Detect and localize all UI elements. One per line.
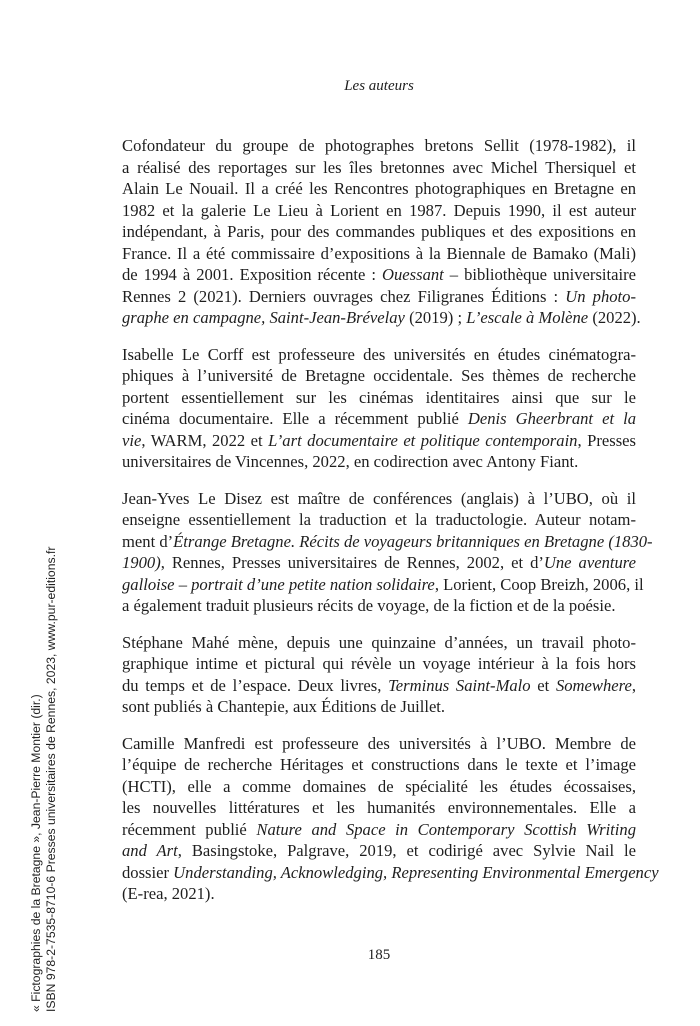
text-line: [122, 653, 636, 675]
side-copyright-notice: [29, 452, 61, 1012]
text-line: [122, 696, 636, 718]
text-line: [122, 307, 641, 329]
biography-paragraph: [122, 733, 659, 905]
text-run: universitaires de Vincennes, 2022, en codirection avec Antony Fiant.: [122, 452, 579, 471]
text-line: [122, 200, 636, 222]
text-line: [122, 862, 659, 884]
text-run: Stéphane Mahé mène, depuis une quinzaine d’années, un travail photo-: [122, 632, 636, 652]
side-notice-isbn: ISBN 978-2-7535-8710-6 Presses universitaires de Rennes, 2023, www.pur-editions.fr: [43, 546, 58, 1012]
italic-title: graphe en campagne, Saint-Jean-Brévelay: [122, 308, 405, 327]
biography-paragraph: [122, 135, 641, 329]
text-line: [122, 797, 636, 819]
text-line: [122, 776, 636, 798]
text-run: enseigne essentiellement la traduction et la traductologie. Auteur notam-: [122, 510, 636, 529]
text-run: (2022).: [588, 308, 641, 327]
text-line: [122, 135, 636, 157]
text-line: [122, 675, 636, 697]
text-run: sont publiés à Chantepie, aux Éditions de Juillet.: [122, 697, 446, 716]
text-line: [122, 632, 636, 654]
text-run: , WARM, 2022 et: [141, 430, 269, 450]
text-line: [122, 595, 636, 617]
text-run: cinéma documentaire. Elle a récemment publié: [122, 409, 468, 428]
text-run: Jean-Yves Le Disez est maître de conférences (anglais) à l’UBO, où il: [122, 488, 636, 508]
biography-paragraph: [122, 488, 653, 617]
italic-title: 1900): [122, 553, 161, 572]
text-line: [122, 430, 636, 452]
text-run: l’équipe de recherche Héritages et constructions dans le texte et l’image: [122, 755, 636, 774]
italic-title: L’art documentaire et politique contemporain: [268, 430, 578, 450]
text-line: [122, 243, 636, 265]
text-line: [122, 574, 644, 596]
text-line: [122, 264, 636, 286]
text-run: 1982 et la galerie Le Lieu à Lorient en 1987. Depuis 1990, il est auteur: [122, 200, 636, 220]
text-run: dossier: [122, 862, 174, 882]
running-head: Les auteurs: [344, 78, 414, 94]
text-line: [122, 178, 636, 200]
text-run: (HCTI), elle a comme domaines de spécialité les études écossaises,: [122, 776, 636, 796]
text-line: [122, 819, 636, 841]
italic-title: L’escale à Molène: [466, 308, 589, 327]
italic-title: Understanding, Acknowledging, Representing Environmental Emergency: [173, 862, 659, 882]
text-line: [122, 754, 636, 776]
text-run: Rennes 2 (2021). Derniers ouvrages chez Filigranes Éditions :: [122, 286, 566, 306]
text-run: ment d’: [122, 531, 174, 551]
text-run: Camille Manfredi est professeure des universités à l’UBO. Membre de: [122, 733, 636, 753]
text-line: [122, 733, 636, 755]
text-line: [122, 387, 636, 409]
text-run: France. Il a été commissaire d’expositions à la Biennale de Bamako (Mali): [122, 243, 636, 263]
italic-title: Denis Gheerbrant et la: [467, 409, 636, 428]
text-run: de 1994 à 2001. Exposition récente :: [122, 265, 383, 284]
text-run: portent essentiellement sur les cinémas identitaires ainsi que sur le: [122, 387, 636, 407]
text-run: ,: [631, 675, 636, 695]
italic-title: Une aventure: [543, 553, 636, 572]
text-run: a également traduit plusieurs récits de voyage, de la fiction et de la poésie.: [122, 596, 616, 615]
text-run: les nouvelles littératures et les humanités environnementales. Elle a: [122, 798, 636, 817]
text-line: [122, 286, 636, 308]
text-line: [122, 552, 636, 574]
italic-title: Terminus Saint-Malo: [388, 675, 531, 695]
text-line: [122, 488, 636, 510]
italic-title: vie: [122, 430, 142, 450]
side-notice-title: « Fictographies de la Bretagne », Jean-Pierre Montier (dir.): [29, 694, 43, 1012]
text-run: , Rennes, Presses universitaires de Rennes, 2002, et d’: [160, 553, 544, 572]
text-line: [122, 531, 653, 553]
italic-title: Nature and Space in Contemporary Scottish Writing: [256, 819, 636, 839]
text-line: [122, 840, 636, 862]
italic-title: Un photo-: [565, 286, 636, 306]
text-run: , Presses: [577, 430, 636, 450]
text-line: [122, 509, 636, 531]
page-number: 185: [367, 947, 391, 963]
italic-title: and Art: [122, 841, 178, 860]
italic-title: Ouessant: [382, 265, 444, 284]
biography-paragraph: [122, 632, 636, 718]
text-run: , Lorient, Coop Breizh, 2006, il: [434, 574, 644, 594]
italic-title: Étrange Bretagne. Récits de voyageurs britanniques en Bretagne (1830-: [173, 531, 653, 551]
text-run: – bibliothèque universitaire: [443, 265, 636, 284]
text-line: [122, 344, 636, 366]
italic-title: galloise – portrait d’une petite nation solidaire: [122, 574, 435, 594]
text-run: Isabelle Le Corff est professeure des universités en études cinématogra-: [122, 344, 636, 364]
text-run: du temps et de l’espace. Deux livres,: [122, 675, 389, 695]
text-run: phiques à l’université de Bretagne occidentale. Ses thèmes de recherche: [122, 366, 636, 385]
text-line: [122, 451, 636, 473]
text-run: Cofondateur du groupe de photographes bretons Sellit (1978-1982), il: [122, 136, 636, 155]
text-line: [122, 221, 636, 243]
text-run: (2019) ;: [404, 308, 467, 327]
text-run: et: [530, 675, 556, 695]
text-run: Alain Le Nouail. Il a créé les Rencontres photographiques en Bretagne en: [122, 179, 636, 198]
text-line: [122, 408, 636, 430]
author-biographies: [122, 135, 659, 920]
text-run: , Basingstoke, Palgrave, 2019, et codirigé avec Sylvie Nail le: [177, 841, 636, 860]
biography-paragraph: [122, 344, 636, 473]
text-run: indépendant, à Paris, pour des commandes publiques et des expositions en: [122, 222, 636, 241]
text-run: (E-rea, 2021).: [122, 884, 215, 903]
italic-title: Somewhere: [555, 675, 632, 695]
text-line: [122, 157, 636, 179]
text-run: graphique intime et pictural qui révèle un voyage intérieur à la fois hors: [122, 654, 636, 673]
text-line: [122, 883, 636, 905]
text-run: a réalisé des reportages sur les îles bretonnes avec Michel Thersiquel et: [122, 157, 636, 177]
text-run: récemment publié: [122, 819, 257, 839]
text-line: [122, 365, 636, 387]
